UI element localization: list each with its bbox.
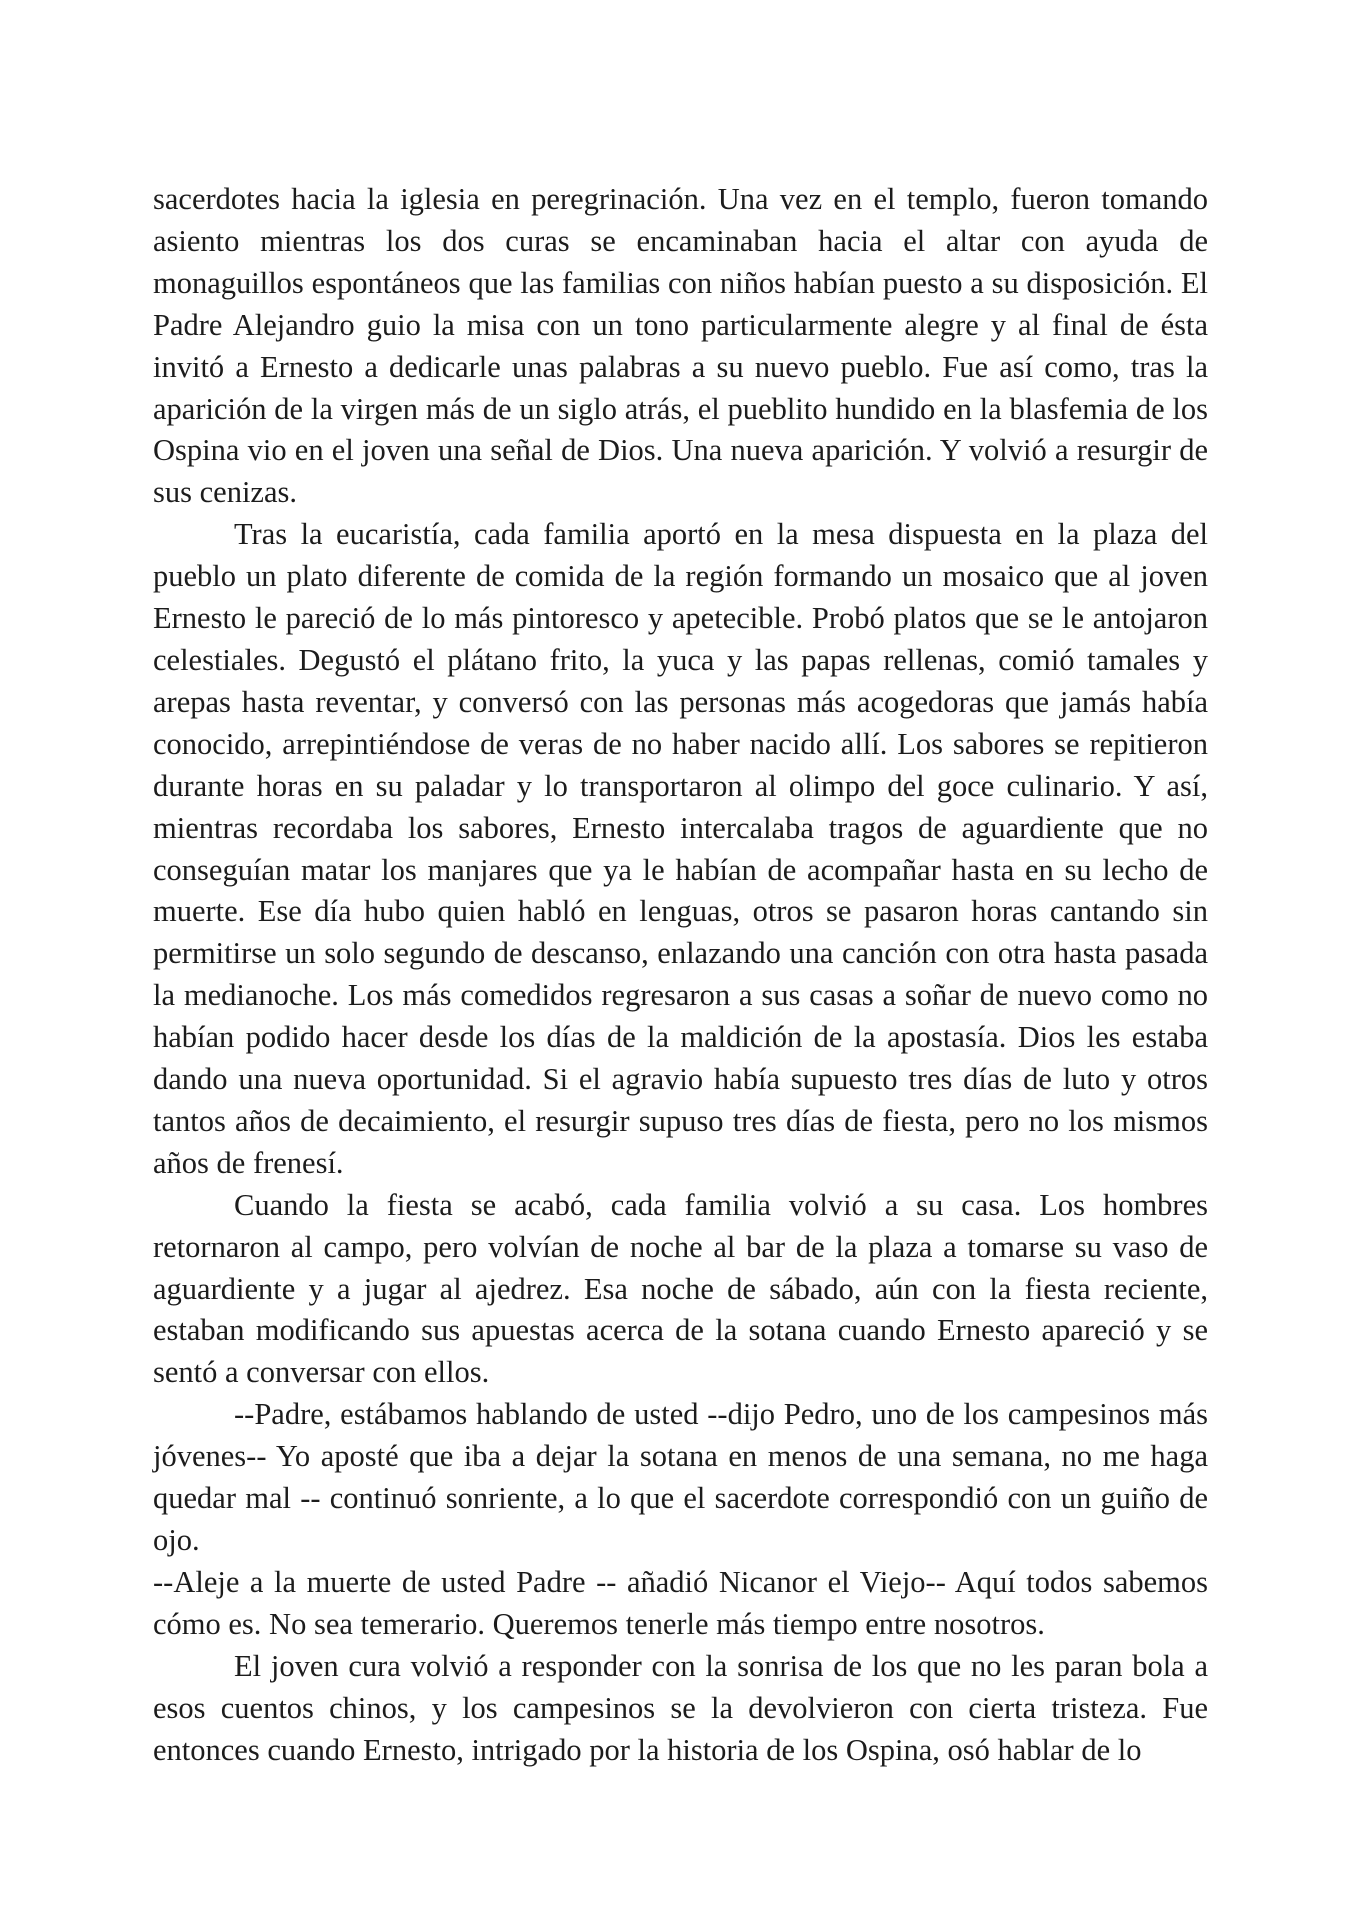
body-text [153, 179, 1208, 1771]
paragraph-6: El joven cura volvió a responder con la sonrisa de los que no les paran bola a esos cuentos chinos, y los campesinos se la devolvieron con cierta tristeza. Fue entonces cuando Ernesto, intrigado por la historia de los Ospina, osó hablar de lo [153, 1648, 1208, 1767]
paragraph-5: --Aleje a la muerte de usted Padre -- añadió Nicanor el Viejo-- Aquí todos sabemos cómo es. No sea temerario. Queremos tenerle más tiempo entre nosotros. [153, 1564, 1208, 1641]
paragraph-2: Tras la eucaristía, cada familia aportó en la mesa dispuesta en la plaza del pueblo un plato diferente de comida de la región formando un mosaico que al joven Ernesto le pareció de lo más pintoresco y apetecible. Probó platos que se le antojaron celestiales. Degustó el plátano frito, la yuca y las papas rellenas, comió tamales y arepas hasta reventar, y conversó con las personas más acogedoras que jamás había conocido, arrepintiéndose de veras de no haber nacido allí. Los sabores se repitieron durante horas en su paladar y lo transportaron al olimpo del goce culinario. Y así, mientras recordaba los sabores, Ernesto intercalaba tragos de aguardiente que no conseguían matar los manjares que ya le habían de acompañar hasta en su lecho de muerte. Ese día hubo quien habló en lenguas, otros se pasaron horas cantando sin permitirse un solo segundo de descanso, enlazando una canción con otra hasta pasada la medianoche. Los más comedidos regresaron a sus casas a soñar de nuevo como no habían podido hacer desde los días de la maldición de la apostasía. Dios les estaba dando una nueva oportunidad. Si el agravio había supuesto tres días de luto y otros tantos años de decaimiento, el resurgir supuso tres días de fiesta, pero no los mismos años de frenesí. [153, 517, 1208, 1180]
paragraph-1: sacerdotes hacia la iglesia en peregrinación. Una vez en el templo, fueron tomando asiento mientras los dos curas se encaminaban hacia el altar con ayuda de monaguillos espontáneos que las familias con niños habían puesto a su disposición. El Padre Alejandro guio la misa con un tono particularmente alegre y al final de ésta invitó a Ernesto a dedicarle unas palabras a su nuevo pueblo. Fue así como, tras la aparición de la virgen más de un siglo atrás, el pueblito hundido en la blasfemia de los Ospina vio en el joven una señal de Dios. Una nueva aparición. Y volvió a resurgir de sus cenizas. [153, 182, 1208, 510]
paragraph-4: --Padre, estábamos hablando de usted --dijo Pedro, uno de los campesinos más jóvenes-- Yo aposté que iba a dejar la sotana en menos de una semana, no me haga quedar mal -- continuó sonriente, a lo que el sacerdote correspondió con un guiño de ojo. [153, 1397, 1208, 1557]
paragraph-3: Cuando la fiesta se acabó, cada familia volvió a su casa. Los hombres retornaron al campo, pero volvían de noche al bar de la plaza a tomarse su vaso de aguardiente y a jugar al ajedrez. Esa noche de sábado, aún con la fiesta reciente, estaban modificando sus apuestas acerca de la sotana cuando Ernesto apareció y se sentó a conversar con ellos. [153, 1187, 1208, 1390]
